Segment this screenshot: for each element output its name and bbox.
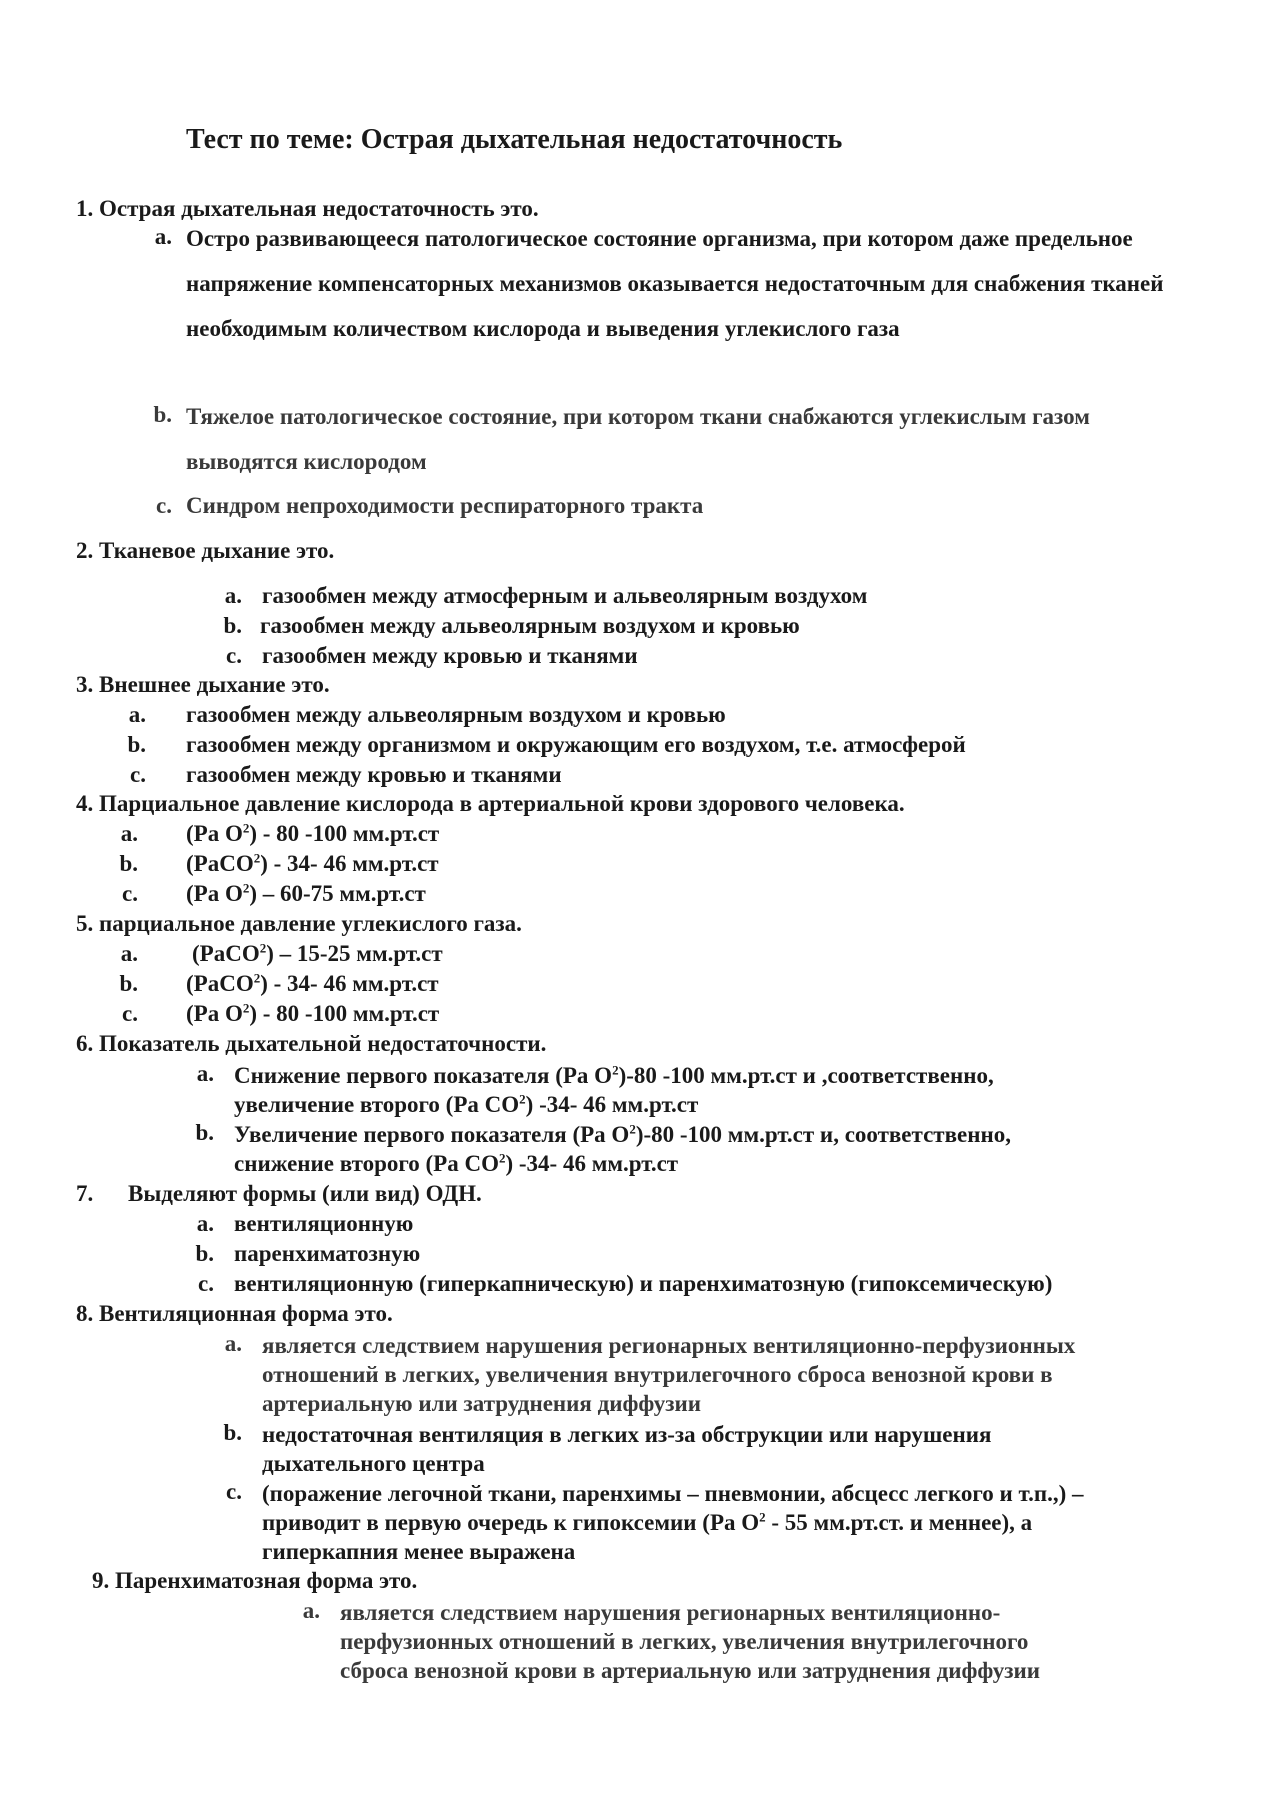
option-marker: b. xyxy=(119,851,138,876)
option-text: (РаСО$^2$) - 34- 46 мм.рт.ст xyxy=(186,850,439,876)
question-5: 5. парциальное давление углекислого газа. xyxy=(76,911,522,936)
option-marker: c. xyxy=(198,1271,214,1296)
option-marker: b. xyxy=(223,1420,242,1445)
option-text: газообмен между кровью и тканями xyxy=(186,762,562,787)
page-title: Тест по теме: Острая дыхательная недостаточность xyxy=(186,124,843,155)
option-text: (поражение легочной ткани, паренхимы – пневмонии, абсцесс легкого и т.п.,) – приводит в первую очередь к гипоксемии (Ра $О^2 - 55$ мм.рт.ст. и меннее), а гиперкапния менее выражена xyxy=(262,1481,1084,1564)
question-2: 2. Тканевое дыхание это. xyxy=(76,538,335,563)
option-marker: c. xyxy=(122,1001,138,1026)
option-marker: a. xyxy=(196,1061,214,1086)
option-marker: c. xyxy=(130,762,146,787)
option-marker: a. xyxy=(196,1211,214,1236)
option-marker: c. xyxy=(156,493,172,518)
question-3: 3. Внешнее дыхание это. xyxy=(76,672,330,697)
option-text: вентиляционную xyxy=(234,1211,414,1236)
question-4: 4. Парциальное давление кислорода в артериальной крови здорового человека. xyxy=(76,791,905,816)
option-marker: a. xyxy=(224,583,242,608)
option-marker: b. xyxy=(195,1120,214,1145)
option-text: (РаСО$^2$) - 34- 46 мм.рт.ст xyxy=(186,970,439,996)
option-text: Увеличение первого показателя (Ра $О^2)-80$ -100 мм.рт.ст и, соответственно, снижение второго (Ра $СО^2$) -34- 46 мм.рт.ст xyxy=(234,1121,1011,1176)
option-text: (РаСО$^2$) – 15-25 мм.рт.ст xyxy=(192,940,443,966)
question-text: Выделяют формы (или вид) ОДН. xyxy=(128,1181,482,1206)
option-text: Снижение первого показателя (Ра $О^2)-80$ -100 мм.рт.ст и ,соответственно, увеличение второго (Ра $СО^2$) -34- 46 мм.рт.ст xyxy=(234,1062,994,1117)
option-marker: b. xyxy=(153,402,172,427)
option-marker: a. xyxy=(224,1331,242,1356)
option-text: (Ра $О^2) - 80$ -100 мм.рт.ст xyxy=(186,820,440,846)
question-number: 7. xyxy=(76,1181,94,1206)
option-marker: a. xyxy=(154,224,172,249)
option-text: вентиляционную (гиперкапническую) и паренхиматозную (гипоксемическую) xyxy=(234,1271,1053,1296)
option-text: Синдром непроходимости респираторного тракта xyxy=(186,493,704,518)
option-text: недостаточная вентиляция в легких из-за обструкции или нарушения дыхательного центра xyxy=(262,1422,992,1476)
option-text: газообмен между организмом и окружающим его воздухом, т.е. атмосферой xyxy=(186,732,966,757)
question-1: 1. Острая дыхательная недостаточность это. xyxy=(76,196,539,221)
option-marker: b. xyxy=(127,732,146,757)
option-text: (Ра $О^2) - 80$ -100 мм.рт.ст xyxy=(186,1000,440,1026)
option-text: газообмен между альвеолярным воздухом и кровью xyxy=(186,702,726,727)
option-marker: c. xyxy=(122,881,138,906)
option-text: паренхиматозную xyxy=(234,1241,421,1266)
option-text: газообмен между атмосферным и альвеолярным воздухом xyxy=(262,583,868,608)
option-marker: a. xyxy=(120,941,138,966)
option-text: Тяжелое патологическое состояние, при котором ткани снабжаются углекислым газом выводятся кислородом xyxy=(186,404,1090,474)
option-marker: a. xyxy=(302,1598,320,1623)
option-text: Остро развивающееся патологическое состояние организма, при котором даже предельное напряжение компенсаторных механизмов оказывается недостаточным для снабжения тканей необходимым количеством кислорода и выведения углекислого газа xyxy=(186,226,1164,341)
option-text: (Ра $О^2) - 60-75$ мм.рт.ст xyxy=(186,880,426,906)
option-marker: a. xyxy=(120,821,138,846)
option-text: является следствием нарушения регионарных вентиляционно- перфузионных отношений в легких, увеличения внутрилегочного сброса венозной крови в артериальную или затруднения диффузии xyxy=(340,1600,1040,1683)
option-text: является следствием нарушения регионарных вентиляционно-перфузионных отношений в легких, увеличения внутрилегочного сброса венозной крови в артериальную или затруднения диффузии xyxy=(262,1333,1076,1416)
question-7 xyxy=(76,1181,482,1207)
option-marker: a. xyxy=(128,702,146,727)
question-9: 9. Паренхиматозная форма это. xyxy=(92,1568,418,1593)
question-6: 6. Показатель дыхательной недостаточности. xyxy=(76,1031,547,1056)
option-marker: b. xyxy=(223,613,242,638)
option-marker: b. xyxy=(195,1241,214,1266)
option-marker: b. xyxy=(119,971,138,996)
question-8: 8. Вентиляционная форма это. xyxy=(76,1301,393,1326)
option-text: газообмен между альвеолярным воздухом и кровью xyxy=(260,613,800,638)
option-text: газообмен между кровью и тканями xyxy=(262,643,638,668)
option-marker: c. xyxy=(226,643,242,668)
option-marker: c. xyxy=(226,1479,242,1504)
